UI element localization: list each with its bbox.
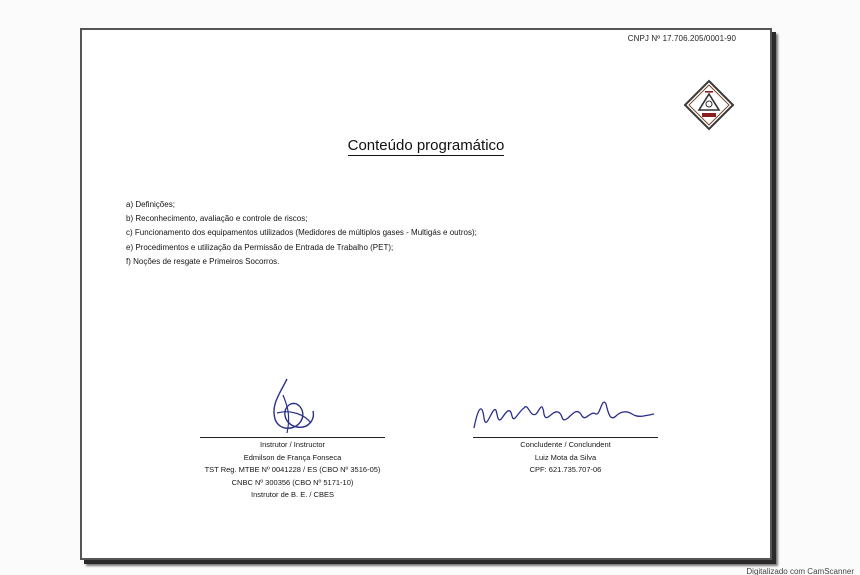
instructor-role: Instrutor / Instructor	[259, 440, 326, 449]
list-item: e) Procedimentos e utilização da Permissão de Entrada de Trabalho (PET);	[126, 242, 394, 252]
scanner-watermark: Digitalizado com CamScanner	[746, 567, 854, 575]
instructor-name: Edmilson de França Fonseca	[243, 452, 342, 462]
instructor-signature-icon	[257, 375, 327, 437]
page-title	[82, 137, 770, 154]
signature-line	[200, 437, 385, 438]
instructor-registration-cnbc: CNBC Nº 300356 (CBO Nº 5171-10)	[231, 477, 354, 487]
institution-seal-icon	[682, 78, 736, 132]
instructor-title: Instrutor de B. E. / CBES	[251, 490, 334, 499]
graduate-signature-block	[473, 437, 658, 477]
list-item: f) Noções de resgate e Primeiros Socorros.	[126, 256, 280, 266]
list-item: a) Definições;	[126, 200, 175, 209]
list-item: b) Reconhecimento, avaliação e controle de riscos;	[126, 214, 308, 224]
certificate-sheet	[80, 28, 772, 560]
instructor-registration-tst: TST Reg. MTBE Nº 0041228 / ES (CBO Nº 3516-05)	[204, 465, 381, 474]
cnpj-number: CNPJ Nº 17.706.205/0001-90	[627, 34, 736, 43]
list-item: c) Funcionamento dos equipamentos utilizados (Medidores de múltiplos gases - Multigás e outros);	[126, 228, 477, 238]
syllabus-list	[126, 198, 477, 269]
graduate-signature-icon	[470, 388, 660, 438]
signature-line	[473, 437, 658, 438]
graduate-role: Concludente / Conclundent	[520, 440, 611, 449]
page-title-text: Conteúdo programático	[347, 137, 505, 154]
graduate-cpf: CPF: 621.735.707-06	[529, 465, 602, 474]
graduate-name: Luiz Mota da Silva	[534, 452, 597, 462]
instructor-signature-block	[200, 437, 385, 502]
